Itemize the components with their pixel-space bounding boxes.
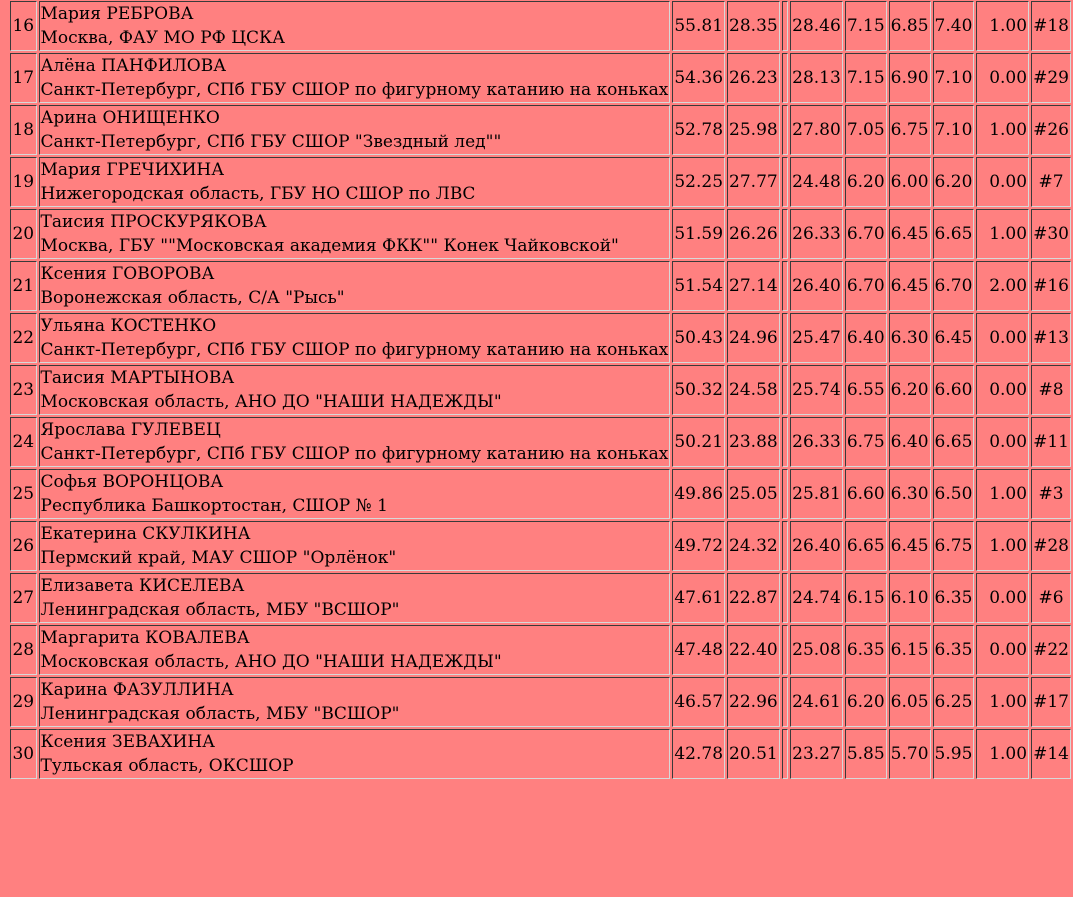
component-1-cell: 6.35 [845,625,887,675]
skater-club: Пермский край, МАУ СШОР "Орлёнок" [40,548,397,568]
component-3-cell: 6.35 [933,625,975,675]
skater-cell [39,625,671,675]
table-row [10,313,1071,363]
skater-name: Таисия МАРТЫНОВА [40,368,235,388]
component-score-cell: 24.48 [790,157,843,207]
skater-club: Санкт-Петербург, СПб ГБУ СШОР по фигурному катанию на коньках [40,340,669,360]
component-1-cell: 6.20 [845,677,887,727]
element-score-cell: 27.77 [727,157,780,207]
component-3-cell: 6.75 [933,521,975,571]
skater-club: Санкт-Петербург, СПб ГБУ СШОР по фигурному катанию на коньках [40,444,669,464]
component-3-cell: 6.70 [933,261,975,311]
component-score-cell: 25.81 [790,469,843,519]
skater-cell [39,573,671,623]
total-score-cell: 47.61 [672,573,725,623]
start-number-cell: #29 [1031,53,1071,103]
component-1-cell: 6.60 [845,469,887,519]
deductions-cell: 2.00 [976,261,1029,311]
place-cell: 22 [10,313,37,363]
element-score-cell: 24.32 [727,521,780,571]
component-1-cell: 5.85 [845,729,887,779]
component-2-cell: 6.85 [889,1,931,51]
empty-cell [782,677,788,727]
element-score-cell: 20.51 [727,729,780,779]
empty-cell [782,1,788,51]
component-score-cell: 24.61 [790,677,843,727]
start-number-cell: #16 [1031,261,1071,311]
table-row [10,625,1071,675]
element-score-cell: 22.87 [727,573,780,623]
component-score-cell: 26.40 [790,521,843,571]
empty-cell [782,313,788,363]
component-2-cell: 5.70 [889,729,931,779]
place-cell: 24 [10,417,37,467]
table-row [10,521,1071,571]
empty-cell [782,209,788,259]
skater-name: Софья ВОРОНЦОВА [40,472,224,492]
deductions-cell: 0.00 [976,313,1029,363]
empty-cell [782,625,788,675]
start-number-cell: #26 [1031,105,1071,155]
skater-club: Санкт-Петербург, СПб ГБУ СШОР по фигурному катанию на коньках [40,80,669,100]
total-score-cell: 52.25 [672,157,725,207]
place-cell: 29 [10,677,37,727]
skater-club: Московская область, АНО ДО "НАШИ НАДЕЖДЫ" [40,652,502,672]
component-1-cell: 6.20 [845,157,887,207]
deductions-cell: 1.00 [976,729,1029,779]
component-3-cell: 6.60 [933,365,975,415]
skater-club: Санкт-Петербург, СПб ГБУ СШОР "Звездный лед"" [40,132,502,152]
deductions-cell: 1.00 [976,677,1029,727]
empty-cell [782,53,788,103]
skater-club: Ленинградская область, МБУ "ВСШОР" [40,600,400,620]
place-cell: 21 [10,261,37,311]
skater-cell [39,365,671,415]
element-score-cell: 26.26 [727,209,780,259]
place-cell: 28 [10,625,37,675]
table-row [10,365,1071,415]
start-number-cell: #28 [1031,521,1071,571]
table-row [10,729,1071,779]
component-1-cell: 6.40 [845,313,887,363]
component-score-cell: 28.46 [790,1,843,51]
total-score-cell: 54.36 [672,53,725,103]
component-3-cell: 6.35 [933,573,975,623]
skater-name: Карина ФАЗУЛЛИНА [40,680,234,700]
deductions-cell: 0.00 [976,417,1029,467]
component-score-cell: 25.47 [790,313,843,363]
skater-name: Таисия ПРОСКУРЯКОВА [40,212,267,232]
skater-cell [39,313,671,363]
total-score-cell: 46.57 [672,677,725,727]
component-1-cell: 7.15 [845,1,887,51]
component-2-cell: 6.30 [889,313,931,363]
empty-cell [782,365,788,415]
component-2-cell: 6.45 [889,209,931,259]
start-number-cell: #17 [1031,677,1071,727]
skater-club: Воронежская область, С/А "Рысь" [40,288,345,308]
skater-cell [39,53,671,103]
empty-cell [782,521,788,571]
deductions-cell: 1.00 [976,105,1029,155]
start-number-cell: #3 [1031,469,1071,519]
component-3-cell: 6.20 [933,157,975,207]
skater-cell [39,1,671,51]
component-3-cell: 7.10 [933,53,975,103]
skater-cell [39,469,671,519]
component-score-cell: 26.40 [790,261,843,311]
total-score-cell: 49.72 [672,521,725,571]
start-number-cell: #18 [1031,1,1071,51]
skater-name: Арина ОНИЩЕНКО [40,108,220,128]
table-row [10,573,1071,623]
component-1-cell: 6.55 [845,365,887,415]
empty-cell [782,417,788,467]
place-cell: 20 [10,209,37,259]
start-number-cell: #13 [1031,313,1071,363]
component-score-cell: 27.80 [790,105,843,155]
element-score-cell: 25.05 [727,469,780,519]
component-score-cell: 24.74 [790,573,843,623]
component-2-cell: 6.45 [889,521,931,571]
skater-name: Елизавета КИСЕЛЕВА [40,576,245,596]
empty-cell [782,157,788,207]
deductions-cell: 0.00 [976,365,1029,415]
skater-name: Мария РЕБРОВА [40,4,194,24]
total-score-cell: 50.21 [672,417,725,467]
element-score-cell: 24.58 [727,365,780,415]
skater-name: Ксения ГОВОРОВА [40,264,215,284]
skater-club: Республика Башкортостан, СШОР № 1 [40,496,388,516]
total-score-cell: 42.78 [672,729,725,779]
deductions-cell: 1.00 [976,1,1029,51]
place-cell: 19 [10,157,37,207]
component-3-cell: 6.25 [933,677,975,727]
component-score-cell: 23.27 [790,729,843,779]
results-table-body [10,1,1071,779]
total-score-cell: 50.43 [672,313,725,363]
table-row [10,417,1071,467]
table-row [10,209,1071,259]
component-score-cell: 26.33 [790,209,843,259]
place-cell: 16 [10,1,37,51]
total-score-cell: 49.86 [672,469,725,519]
table-row [10,1,1071,51]
skater-cell [39,105,671,155]
skater-club: Тульская область, ОКСШОР [40,756,294,776]
skater-cell [39,729,671,779]
table-row [10,157,1071,207]
place-cell: 18 [10,105,37,155]
start-number-cell: #6 [1031,573,1071,623]
deductions-cell: 0.00 [976,573,1029,623]
start-number-cell: #14 [1031,729,1071,779]
component-1-cell: 6.15 [845,573,887,623]
deductions-cell: 0.00 [976,53,1029,103]
empty-cell [782,469,788,519]
component-3-cell: 6.50 [933,469,975,519]
component-3-cell: 7.40 [933,1,975,51]
component-3-cell: 6.65 [933,209,975,259]
start-number-cell: #8 [1031,365,1071,415]
component-1-cell: 6.75 [845,417,887,467]
table-row [10,105,1071,155]
element-score-cell: 28.35 [727,1,780,51]
element-score-cell: 27.14 [727,261,780,311]
empty-cell [782,105,788,155]
component-3-cell: 7.10 [933,105,975,155]
skater-name: Ксения ЗЕВАХИНА [40,732,216,752]
component-2-cell: 6.10 [889,573,931,623]
component-2-cell: 6.30 [889,469,931,519]
place-cell: 25 [10,469,37,519]
results-table [8,0,1073,781]
empty-cell [782,573,788,623]
total-score-cell: 51.54 [672,261,725,311]
total-score-cell: 51.59 [672,209,725,259]
skater-name: Алёна ПАНФИЛОВА [40,56,227,76]
skater-name: Маргарита КОВАЛЕВА [40,628,250,648]
skater-cell [39,417,671,467]
component-3-cell: 6.65 [933,417,975,467]
component-2-cell: 6.15 [889,625,931,675]
start-number-cell: #22 [1031,625,1071,675]
table-row [10,53,1071,103]
skater-club: Москва, ГБУ ""Московская академия ФКК"" Конек Чайковской" [40,236,619,256]
place-cell: 30 [10,729,37,779]
place-cell: 23 [10,365,37,415]
component-1-cell: 7.15 [845,53,887,103]
skater-club: Москва, ФАУ МО РФ ЦСКА [40,28,286,48]
element-score-cell: 22.40 [727,625,780,675]
component-score-cell: 26.33 [790,417,843,467]
component-2-cell: 6.75 [889,105,931,155]
component-2-cell: 6.45 [889,261,931,311]
deductions-cell: 1.00 [976,209,1029,259]
skater-cell [39,261,671,311]
empty-cell [782,261,788,311]
deductions-cell: 0.00 [976,157,1029,207]
table-row [10,677,1071,727]
skater-name: Екатерина СКУЛКИНА [40,524,251,544]
table-row [10,469,1071,519]
total-score-cell: 52.78 [672,105,725,155]
component-2-cell: 6.40 [889,417,931,467]
component-score-cell: 25.08 [790,625,843,675]
element-score-cell: 26.23 [727,53,780,103]
component-1-cell: 6.65 [845,521,887,571]
element-score-cell: 24.96 [727,313,780,363]
start-number-cell: #7 [1031,157,1071,207]
skater-cell [39,677,671,727]
start-number-cell: #11 [1031,417,1071,467]
element-score-cell: 22.96 [727,677,780,727]
place-cell: 26 [10,521,37,571]
component-score-cell: 25.74 [790,365,843,415]
skater-name: Ярослава ГУЛЕВЕЦ [40,420,221,440]
skater-name: Ульяна КОСТЕНКО [40,316,217,336]
component-3-cell: 6.45 [933,313,975,363]
component-1-cell: 6.70 [845,209,887,259]
component-2-cell: 6.05 [889,677,931,727]
deductions-cell: 1.00 [976,469,1029,519]
deductions-cell: 1.00 [976,521,1029,571]
component-2-cell: 6.90 [889,53,931,103]
skater-club: Московская область, АНО ДО "НАШИ НАДЕЖДЫ" [40,392,502,412]
skater-cell [39,521,671,571]
table-row [10,261,1071,311]
total-score-cell: 50.32 [672,365,725,415]
total-score-cell: 47.48 [672,625,725,675]
skater-club: Нижегородская область, ГБУ НО СШОР по ЛВС [40,184,476,204]
component-1-cell: 6.70 [845,261,887,311]
component-score-cell: 28.13 [790,53,843,103]
component-2-cell: 6.00 [889,157,931,207]
place-cell: 27 [10,573,37,623]
component-2-cell: 6.20 [889,365,931,415]
empty-cell [782,729,788,779]
skater-cell [39,157,671,207]
skater-club: Ленинградская область, МБУ "ВСШОР" [40,704,400,724]
skater-name: Мария ГРЕЧИХИНА [40,160,225,180]
total-score-cell: 55.81 [672,1,725,51]
element-score-cell: 23.88 [727,417,780,467]
element-score-cell: 25.98 [727,105,780,155]
skater-cell [39,209,671,259]
component-3-cell: 5.95 [933,729,975,779]
component-1-cell: 7.05 [845,105,887,155]
place-cell: 17 [10,53,37,103]
deductions-cell: 0.00 [976,625,1029,675]
start-number-cell: #30 [1031,209,1071,259]
